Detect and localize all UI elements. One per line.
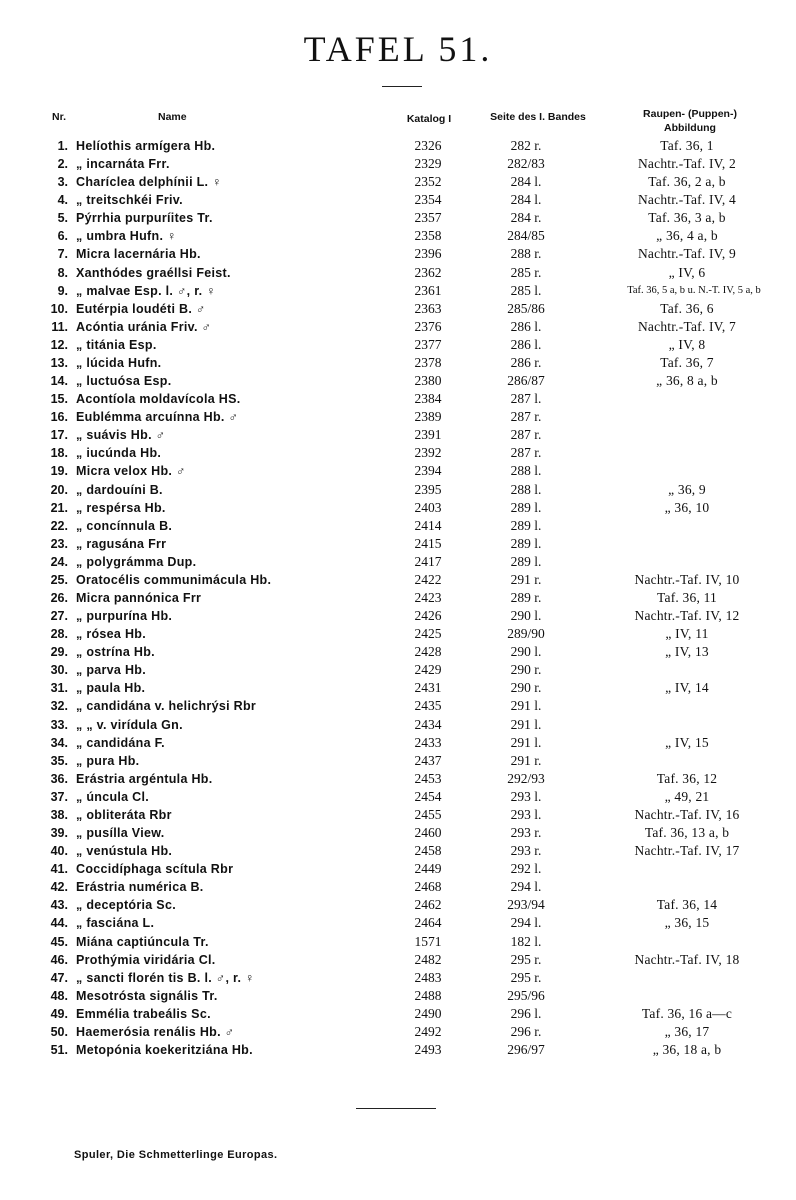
katalog-number: 2454	[414, 788, 442, 804]
species-name: Acontíola moldavícola HS.	[76, 392, 241, 407]
species-name: „ pusílla View.	[76, 826, 165, 841]
row-number: 4.	[57, 193, 68, 208]
katalog-number: 1571	[414, 933, 442, 949]
table-row	[0, 679, 796, 697]
header-abbildung: Abbildung	[664, 122, 716, 134]
illustration-reference: „ 36, 17	[664, 1023, 710, 1039]
table-row	[0, 643, 796, 661]
katalog-number: 2396	[414, 246, 442, 262]
page-reference: 293 l.	[510, 788, 542, 804]
species-name: Micra pannónica Frr	[76, 591, 202, 605]
table-row	[0, 336, 796, 354]
illustration-reference: Nachtr.-Taf. IV, 2	[637, 156, 736, 172]
row-number: 20.	[50, 482, 68, 497]
katalog-number: 2414	[414, 517, 442, 533]
species-name: „ incarnáta Frr.	[76, 157, 170, 172]
row-number: 14.	[50, 374, 68, 389]
table-row	[0, 191, 796, 209]
species-name: „ treitschkéi Friv.	[76, 193, 183, 208]
katalog-number: 2493	[414, 1042, 442, 1057]
row-number: 8.	[57, 265, 68, 280]
illustration-reference: „ IV, 6	[668, 264, 706, 280]
page-reference: 291 r.	[510, 752, 542, 768]
katalog-number: 2458	[414, 843, 442, 859]
page-reference: 293/94	[507, 897, 545, 913]
table-row	[0, 553, 796, 571]
row-number: 23.	[50, 536, 68, 551]
katalog-number: 2378	[414, 354, 442, 370]
katalog-number: 2433	[414, 734, 442, 750]
species-name: Eutérpia loudéti B. ♂	[76, 301, 206, 316]
species-name: Miána captiúncula Tr.	[76, 934, 209, 949]
page-reference: 286 r.	[510, 354, 542, 370]
katalog-number: 2395	[414, 481, 442, 497]
illustration-reference: „ 36, 18 a, b	[652, 1042, 722, 1057]
illustration-reference: „ IV, 8	[668, 336, 706, 352]
katalog-number: 2394	[414, 463, 442, 479]
page-reference: 289 r.	[510, 590, 542, 605]
page-reference: 295 r.	[510, 951, 542, 967]
table-row	[0, 300, 796, 318]
illustration-reference: Nachtr.-Taf. IV, 18	[634, 951, 740, 967]
row-number: 47.	[50, 970, 68, 985]
row-number: 29.	[50, 645, 68, 660]
species-name: Eublémma arcuínna Hb. ♂	[76, 410, 239, 425]
species-name: „ respérsa Hb.	[76, 500, 166, 515]
row-number: 11.	[51, 319, 68, 334]
illustration-reference: „ 36, 8 a, b	[656, 373, 718, 389]
row-number: 48.	[50, 988, 68, 1003]
table-row	[0, 227, 796, 245]
page-reference: 296/97	[507, 1042, 545, 1057]
row-number: 45.	[50, 934, 68, 949]
header-raupen: Raupen- (Puppen-)	[643, 108, 737, 120]
page-reference: 289 l.	[510, 499, 542, 515]
katalog-number: 2354	[414, 192, 442, 208]
species-name: „ candidána v. helichrýsi Rbr	[76, 699, 257, 714]
species-name: „ paula Hb.	[76, 681, 146, 696]
page-reference: 287 r.	[510, 427, 542, 443]
katalog-number: 2428	[414, 644, 442, 660]
katalog-number: 2384	[414, 391, 442, 407]
species-name: „ malvae Esp. l. ♂, r. ♀	[76, 283, 216, 298]
page-reference: 284 r.	[510, 210, 542, 226]
row-number: 49.	[50, 1006, 68, 1021]
page-reference: 290 r.	[510, 662, 542, 678]
row-number: 26.	[50, 591, 68, 605]
illustration-reference: Nachtr.-Taf. IV, 16	[634, 806, 740, 822]
table-row	[0, 481, 796, 499]
species-name: Erástria argéntula Hb.	[76, 771, 213, 786]
illustration-reference: „ 36, 15	[664, 915, 710, 931]
row-number: 1.	[57, 139, 68, 153]
species-name: Acóntia uránia Friv. ♂	[76, 319, 212, 334]
page-reference: 292 l.	[510, 861, 542, 877]
katalog-number: 2326	[414, 138, 442, 153]
table-row	[0, 806, 796, 824]
header-seite: Seite des I. Bandes	[490, 111, 586, 123]
species-name: „ lúcida Hufn.	[76, 355, 162, 370]
page-reference: 285 l.	[510, 282, 542, 298]
katalog-number: 2357	[414, 210, 442, 226]
page-reference: 289 l.	[510, 553, 542, 569]
page-reference: 293 r.	[510, 825, 542, 841]
katalog-number: 2449	[414, 861, 442, 877]
katalog-number: 2380	[414, 373, 442, 389]
page-reference: 295 r.	[510, 969, 542, 985]
table-row	[0, 1005, 796, 1023]
katalog-number: 2417	[414, 553, 442, 569]
species-name: „ titánia Esp.	[76, 337, 157, 352]
row-number: 13.	[50, 355, 68, 370]
row-number: 6.	[57, 229, 68, 244]
row-number: 31.	[50, 681, 68, 696]
row-number: 9.	[57, 283, 68, 298]
species-name: „ luctuósa Esp.	[76, 374, 172, 389]
table-row	[0, 607, 796, 625]
page-reference: 282 r.	[510, 138, 542, 153]
katalog-number: 2363	[414, 300, 442, 316]
illustration-reference: „ 36, 10	[664, 499, 710, 515]
katalog-number: 2358	[414, 228, 442, 244]
row-number: 28.	[50, 627, 68, 642]
illustration-reference: Taf. 36, 7	[660, 354, 714, 370]
illustration-reference: Nachtr.-Taf. IV, 4	[637, 192, 736, 208]
katalog-number: 2426	[414, 608, 442, 624]
katalog-number: 2377	[414, 336, 442, 352]
row-number: 21.	[50, 500, 68, 515]
species-name: Erástria numérica B.	[76, 880, 204, 895]
page-title: TAFEL 51.	[303, 29, 493, 69]
katalog-number: 2361	[414, 282, 442, 298]
page-reference: 287 r.	[510, 445, 542, 461]
row-number: 15.	[50, 392, 68, 407]
table-row	[0, 1023, 796, 1041]
row-number: 25.	[50, 572, 68, 587]
species-name: „ dardouíni B.	[76, 482, 163, 497]
table-row	[0, 878, 796, 896]
illustration-reference: Taf. 36, 3 a, b	[648, 210, 726, 226]
table-row	[0, 770, 796, 788]
row-number: 16.	[50, 410, 68, 425]
katalog-number: 2492	[414, 1023, 442, 1039]
page-reference: 284 l.	[510, 174, 542, 190]
row-number: 10.	[50, 301, 68, 316]
page-reference: 294 l.	[510, 879, 542, 895]
row-number: 7.	[57, 247, 68, 262]
species-name: „ iucúnda Hb.	[76, 446, 162, 461]
katalog-number: 2425	[414, 626, 442, 642]
table-row	[0, 625, 796, 643]
table-row	[0, 860, 796, 878]
table-row	[0, 788, 796, 806]
table-row	[0, 752, 796, 770]
species-name: Pýrrhia purpuríites Tr.	[76, 211, 213, 226]
table-row	[0, 318, 796, 336]
katalog-number: 2392	[414, 445, 442, 461]
row-number: 2.	[57, 157, 68, 172]
page-reference: 285 r.	[510, 264, 542, 280]
page-reference: 290 r.	[510, 680, 542, 696]
row-number: 44.	[50, 916, 68, 931]
katalog-number: 2329	[414, 156, 442, 172]
table-row	[0, 517, 796, 535]
row-number: 34.	[50, 735, 68, 750]
illustration-reference: „ IV, 13	[665, 644, 709, 660]
katalog-number: 2422	[414, 571, 442, 587]
page-reference: 288 l.	[510, 481, 542, 497]
species-name: „ parva Hb.	[76, 663, 146, 678]
page-reference: 282/83	[507, 156, 545, 172]
row-number: 40.	[50, 844, 68, 859]
page-reference: 295/96	[507, 987, 545, 1003]
species-name: „ ostrína Hb.	[76, 645, 155, 660]
katalog-number: 2362	[414, 264, 442, 280]
table-row	[0, 173, 796, 191]
species-name: „ purpurína Hb.	[76, 609, 173, 624]
katalog-number: 2460	[414, 825, 442, 841]
row-number: 42.	[50, 880, 68, 895]
katalog-number: 2435	[414, 698, 442, 714]
page-reference: 291 l.	[510, 716, 542, 732]
row-number: 37.	[50, 789, 68, 804]
katalog-number: 2455	[414, 806, 442, 822]
katalog-number: 2434	[414, 716, 442, 732]
row-number: 17.	[50, 428, 68, 443]
table-row	[0, 408, 796, 426]
page-reference: 285/86	[507, 300, 545, 316]
page-reference: 287 r.	[510, 409, 542, 425]
table-row	[0, 390, 796, 408]
species-name: Micra velox Hb. ♂	[76, 464, 186, 479]
species-name: „ pura Hb.	[76, 753, 140, 768]
illustration-reference: „ 36, 4 a, b	[656, 228, 718, 244]
illustration-reference: Taf. 36, 6	[660, 300, 714, 316]
table-row	[0, 282, 796, 300]
illustration-reference: „ IV, 11	[665, 626, 709, 642]
page-reference: 289 l.	[510, 535, 542, 551]
row-number: 38.	[50, 807, 68, 822]
page-reference: 288 r.	[510, 246, 542, 262]
page-reference: 286/87	[507, 373, 545, 389]
page-reference: 290 l.	[510, 644, 542, 660]
page-reference: 290 l.	[510, 608, 542, 624]
katalog-number: 2376	[414, 318, 442, 334]
illustration-reference: Taf. 36, 2 a, b	[648, 174, 726, 190]
katalog-number: 2437	[414, 752, 442, 768]
katalog-number: 2431	[414, 680, 442, 696]
katalog-number: 2403	[414, 499, 442, 515]
row-number: 12.	[50, 337, 68, 352]
table-row	[0, 842, 796, 860]
table-row	[0, 716, 796, 734]
table-row	[0, 264, 796, 282]
bottom-rule	[356, 1108, 436, 1109]
katalog-number: 2482	[414, 951, 442, 967]
table-row	[0, 896, 796, 914]
species-name: „ fasciána L.	[76, 916, 155, 931]
table-row	[0, 1041, 796, 1059]
page-reference: 286 l.	[510, 336, 542, 352]
page-reference: 294 l.	[510, 915, 542, 931]
species-name: Emmélia trabeális Sc.	[76, 1006, 211, 1021]
row-number: 19.	[50, 464, 68, 479]
katalog-number: 2453	[414, 770, 442, 786]
row-number: 27.	[50, 609, 68, 624]
page-reference: 286 l.	[510, 318, 542, 334]
page-reference: 291 l.	[510, 698, 542, 714]
table-row	[0, 734, 796, 752]
row-number: 18.	[50, 446, 68, 461]
page-reference: 291 r.	[510, 571, 542, 587]
katalog-number: 2468	[414, 879, 442, 895]
table-row	[0, 245, 796, 263]
katalog-number: 2423	[414, 590, 442, 605]
page-reference: 289/90	[507, 626, 545, 642]
table-row	[0, 951, 796, 969]
row-number: 41.	[50, 862, 68, 877]
page-reference: 284/85	[507, 228, 545, 244]
katalog-number: 2389	[414, 409, 442, 425]
species-name: „ venústula Hb.	[76, 844, 173, 859]
row-number: 51.	[50, 1043, 68, 1057]
species-name: Xanthódes graéllsi Feist.	[76, 265, 231, 280]
species-name: Helíothis armígera Hb.	[76, 139, 216, 153]
species-name: Mesotrósta signális Tr.	[76, 988, 218, 1003]
row-number: 3.	[57, 175, 68, 190]
species-name: „ concínnula B.	[76, 518, 173, 533]
species-name: Haemerósia renális Hb. ♂	[76, 1024, 235, 1039]
row-number: 30.	[50, 663, 68, 678]
footer-citation: Spuler, Die Schmetterlinge Europas.	[74, 1149, 278, 1161]
species-name: „ ragusána Frr	[76, 536, 167, 551]
page-reference: 296 l.	[510, 1005, 542, 1021]
row-number: 46.	[50, 952, 68, 967]
table-row	[0, 571, 796, 589]
katalog-number: 2483	[414, 969, 442, 985]
illustration-reference: Nachtr.-Taf. IV, 10	[634, 571, 740, 587]
table-row	[0, 462, 796, 480]
header-nr: Nr.	[52, 111, 67, 123]
illustration-reference: Taf. 36, 1	[660, 138, 714, 153]
species-name: „ polygrámma Dup.	[76, 554, 197, 569]
header-katalog: Katalog I	[406, 113, 452, 125]
table-row	[0, 987, 796, 1005]
katalog-number: 2352	[414, 174, 442, 190]
table-row	[0, 661, 796, 679]
table-row	[0, 969, 796, 987]
table-row	[0, 137, 796, 155]
table-row	[0, 209, 796, 227]
species-name: Coccidíphaga scítula Rbr	[76, 862, 234, 877]
illustration-reference: Taf. 36, 5 a, b u. N.-T. IV, 5 a, b	[627, 284, 761, 296]
table-row	[0, 933, 796, 951]
table-row	[0, 444, 796, 462]
katalog-number: 2488	[414, 987, 442, 1003]
katalog-number: 2462	[414, 897, 442, 913]
illustration-reference: Taf. 36, 14	[656, 897, 718, 913]
page-reference: 296 r.	[510, 1023, 542, 1039]
species-name: „ deceptória Sc.	[76, 898, 176, 913]
table-row	[0, 589, 796, 607]
table-row	[0, 499, 796, 517]
illustration-reference: Nachtr.-Taf. IV, 12	[634, 608, 740, 624]
illustration-reference: Taf. 36, 11	[657, 590, 717, 605]
table-row	[0, 354, 796, 372]
katalog-number: 2490	[414, 1005, 442, 1021]
row-number: 33.	[50, 717, 68, 732]
illustration-reference: „ 36, 9	[668, 481, 706, 497]
page-reference: 289 l.	[510, 517, 542, 533]
page-reference: 288 l.	[510, 463, 542, 479]
illustration-reference: „ IV, 14	[665, 680, 709, 696]
illustration-reference: Taf. 36, 12	[656, 770, 718, 786]
row-number: 22.	[50, 518, 68, 533]
species-name: Oratocélis communimácula Hb.	[76, 572, 272, 587]
table-row	[0, 372, 796, 390]
species-name: „ obliteráta Rbr	[76, 807, 172, 822]
row-number: 39.	[50, 826, 68, 841]
species-name: Charíclea delphínii L. ♀	[76, 175, 222, 190]
species-name: „ sancti florén tis B. l. ♂, r. ♀	[76, 970, 255, 985]
row-number: 43.	[50, 898, 68, 913]
species-name: „ „ v. virídula Gn.	[76, 717, 183, 732]
katalog-number: 2391	[414, 427, 442, 443]
illustration-reference: Taf. 36, 13 a, b	[644, 825, 730, 841]
illustration-reference: Nachtr.-Taf. IV, 9	[637, 246, 736, 262]
species-name: „ candidána F.	[76, 735, 165, 750]
table-row	[0, 697, 796, 715]
katalog-number: 2464	[414, 915, 442, 931]
species-name: „ suávis Hb. ♂	[76, 428, 166, 443]
katalog-number: 2429	[414, 662, 442, 678]
katalog-number: 2415	[414, 535, 442, 551]
species-name: Prothýmia viridária Cl.	[76, 952, 216, 967]
species-name: „ umbra Hufn. ♀	[76, 229, 177, 244]
species-name: Metopónia koekeritziána Hb.	[76, 1043, 253, 1057]
species-name: „ úncula Cl.	[76, 789, 150, 804]
row-number: 24.	[50, 554, 68, 569]
table-row	[0, 426, 796, 444]
page-reference: 293 l.	[510, 806, 542, 822]
illustration-reference: Taf. 36, 16 a—c	[641, 1005, 733, 1021]
illustration-reference: Nachtr.-Taf. IV, 17	[634, 843, 740, 859]
row-number: 5.	[57, 211, 68, 226]
table-row	[0, 824, 796, 842]
table-row	[0, 914, 796, 932]
row-number: 36.	[50, 771, 68, 786]
page-reference: 291 l.	[510, 734, 542, 750]
page-reference: 284 l.	[510, 192, 542, 208]
illustration-reference: „ 49, 21	[664, 788, 710, 804]
title-rule	[382, 86, 422, 87]
species-name: „ rósea Hb.	[76, 627, 146, 642]
page-reference: 287 l.	[510, 391, 542, 407]
header-name: Name	[158, 111, 187, 123]
row-number: 35.	[50, 753, 68, 768]
table-row	[0, 535, 796, 553]
page-reference: 293 r.	[510, 843, 542, 859]
illustration-reference: „ IV, 15	[665, 734, 709, 750]
page-reference: 292/93	[507, 770, 545, 786]
page-reference: 182 l.	[510, 933, 542, 949]
species-name: Micra lacernária Hb.	[76, 247, 201, 262]
table-row	[0, 155, 796, 173]
illustration-reference: Nachtr.-Taf. IV, 7	[637, 318, 736, 334]
row-number: 32.	[50, 699, 68, 714]
row-number: 50.	[50, 1024, 68, 1039]
